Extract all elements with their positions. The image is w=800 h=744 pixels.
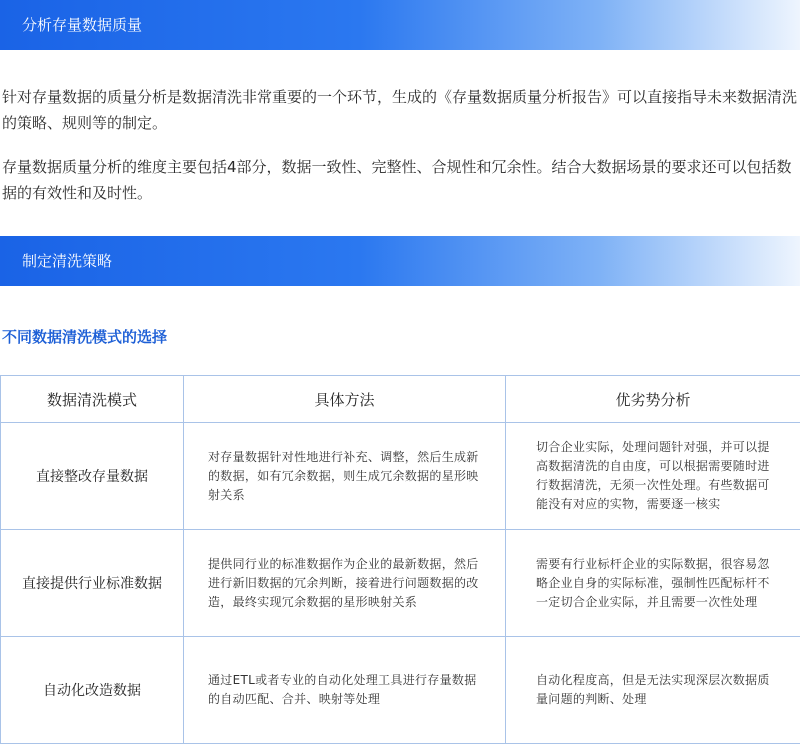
mode-cell: 自动化改造数据 bbox=[1, 637, 184, 744]
analysis-cell: 切合企业实际，处理问题针对强，并可以提高数据清洗的自由度，可以根据需要随时进行数据清洗，无须一次性处理。有些数据可能没有对应的实物，需要逐一核实 bbox=[506, 423, 800, 530]
paragraph: 存量数据质量分析的维度主要包括4部分，数据一致性、完整性、合规性和冗余性。结合大数据场景的要求还可以包括数据的有效性和及时性。 bbox=[2, 154, 798, 206]
table-heading: 不同数据清洗模式的选择 bbox=[2, 326, 167, 347]
table-row bbox=[1, 637, 800, 744]
analysis-cell: 需要有行业标杆企业的实际数据，很容易忽略企业自身的实际标准，强制性匹配标杆不一定切合企业实际，并且需要一次性处理 bbox=[506, 530, 800, 637]
section-title: 分析存量数据质量 bbox=[22, 0, 142, 50]
column-header: 具体方法 bbox=[184, 376, 506, 423]
analysis-cell: 自动化程度高，但是无法实现深层次数据质量问题的判断、处理 bbox=[506, 637, 800, 744]
method-cell: 对存量数据针对性地进行补充、调整，然后生成新的数据，如有冗余数据，则生成冗余数据的星形映射关系 bbox=[184, 423, 506, 530]
section-title: 制定清洗策略 bbox=[22, 236, 112, 286]
table-header-row bbox=[1, 376, 800, 423]
table-row bbox=[1, 423, 800, 530]
paragraph: 针对存量数据的质量分析是数据清洗非常重要的一个环节，生成的《存量数据质量分析报告》可以直接指导未来数据清洗的策略、规则等的制定。 bbox=[2, 84, 798, 136]
cleaning-mode-table bbox=[0, 375, 800, 744]
table-row bbox=[1, 530, 800, 637]
mode-cell: 直接整改存量数据 bbox=[1, 423, 184, 530]
method-cell: 通过ETL或者专业的自动化处理工具进行存量数据的自动匹配、合并、映射等处理 bbox=[184, 637, 506, 744]
section-banner-analysis bbox=[0, 0, 800, 50]
method-cell: 提供同行业的标准数据作为企业的最新数据，然后进行新旧数据的冗余判断，接着进行问题数据的改造，最终实现冗余数据的星形映射关系 bbox=[184, 530, 506, 637]
column-header: 数据清洗模式 bbox=[1, 376, 184, 423]
mode-cell: 直接提供行业标准数据 bbox=[1, 530, 184, 637]
section-banner-strategy bbox=[0, 236, 800, 286]
column-header: 优劣势分析 bbox=[506, 376, 800, 423]
